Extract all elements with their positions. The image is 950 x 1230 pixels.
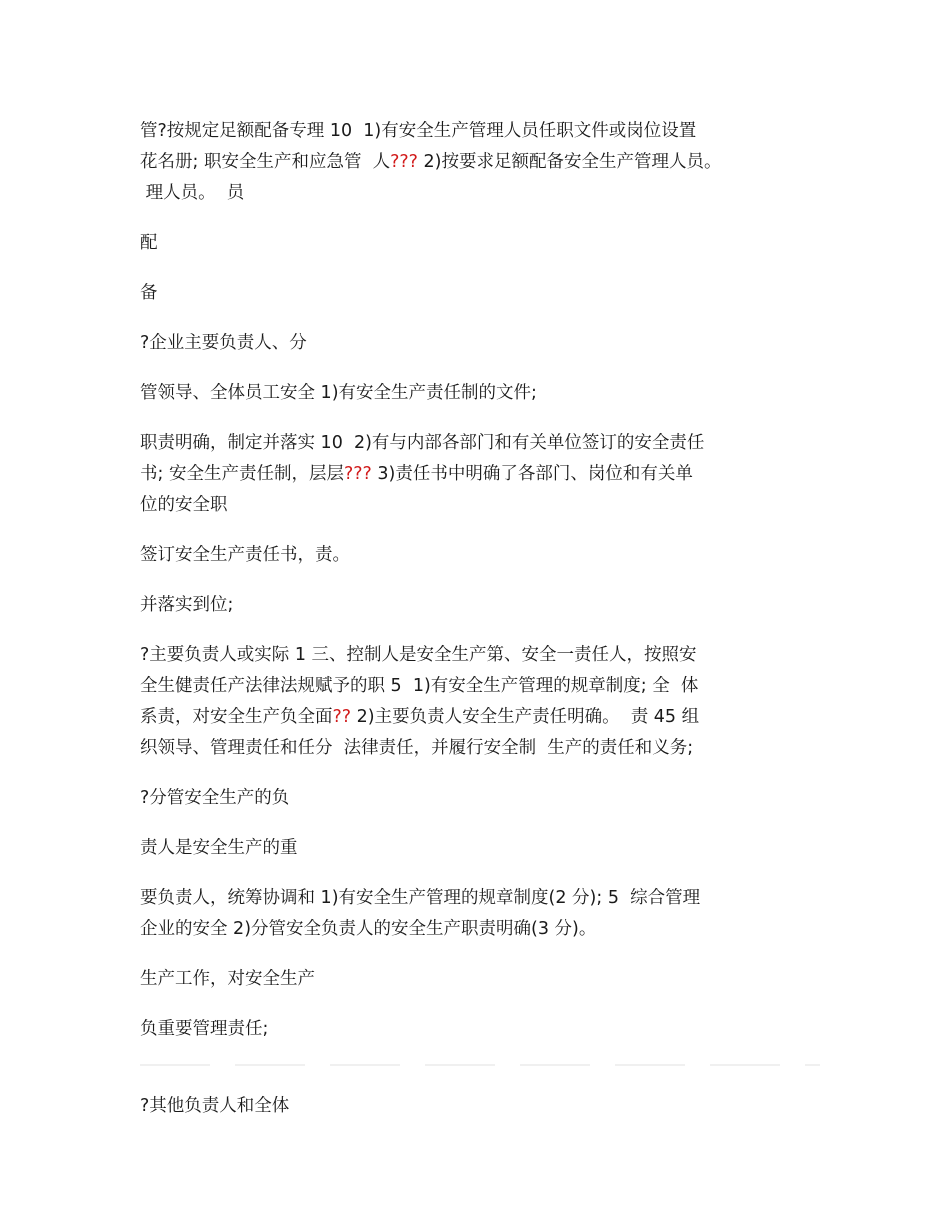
unknown-glyph-marker: ?? xyxy=(332,707,352,727)
text-line xyxy=(140,278,820,309)
text-paragraph xyxy=(140,116,820,209)
text-line xyxy=(140,783,820,814)
text-paragraph xyxy=(140,590,820,621)
text-line xyxy=(140,490,820,521)
text-paragraph xyxy=(140,833,820,864)
faint-divider xyxy=(140,1064,820,1066)
text-line xyxy=(140,1091,820,1122)
text-line xyxy=(140,671,820,702)
text-line xyxy=(140,733,820,764)
text-run: 系责，对安全生产负全面 xyxy=(140,707,333,727)
text-run: 职责明确，制定并落实 10 2)有与内部各部门和有关单位签订的安全责任 xyxy=(140,433,705,453)
text-line xyxy=(140,428,820,459)
text-line xyxy=(140,1014,820,1045)
text-run: 2)主要负责人安全生产责任明确。 责 45 组 xyxy=(351,707,700,727)
text-line xyxy=(140,540,820,571)
text-run: 签订安全生产责任书，责。 xyxy=(140,545,350,565)
text-paragraph xyxy=(140,964,820,995)
text-line xyxy=(140,590,820,621)
text-paragraph xyxy=(140,378,820,409)
text-paragraph xyxy=(140,228,820,259)
text-line xyxy=(140,914,820,945)
text-run: ?分管安全生产的负 xyxy=(140,788,290,808)
document-page xyxy=(140,116,820,1141)
text-run: 并落实到位; xyxy=(140,595,234,615)
text-run: 2)按要求足额配备安全生产管理人员。 xyxy=(417,152,722,172)
text-run: 管?按规定足额配备专理 10 1)有安全生产管理人员任职文件或岗位设置 xyxy=(140,121,697,141)
unknown-glyph-marker: ??? xyxy=(343,464,372,484)
text-paragraph xyxy=(140,428,820,521)
text-run: ?主要负责人或实际 1 三、控制人是安全生产第、安全一责任人，按照安 xyxy=(140,645,697,665)
text-run: 负重要管理责任; xyxy=(140,1019,269,1039)
text-line xyxy=(140,640,820,671)
text-run: 管领导、全体员工安全 1)有安全生产责任制的文件; xyxy=(140,383,537,403)
text-line xyxy=(140,116,820,147)
text-line xyxy=(140,702,820,733)
text-line xyxy=(140,378,820,409)
text-paragraph xyxy=(140,540,820,571)
text-line xyxy=(140,147,820,178)
text-line xyxy=(140,228,820,259)
text-paragraph xyxy=(140,1091,820,1122)
text-run: 责人是安全生产的重 xyxy=(140,838,298,858)
text-run: 织领导、管理责任和任分 法律责任，并履行安全制 生产的责任和义务; xyxy=(140,738,694,758)
text-run: 理人员。 员 xyxy=(140,183,245,203)
text-line xyxy=(140,178,820,209)
text-line xyxy=(140,459,820,490)
text-run: 花名册; 职安全生产和应急管 人 xyxy=(140,152,391,172)
text-run: ?其他负责人和全体 xyxy=(140,1096,290,1116)
text-run: 3)责任书中明确了各部门、岗位和有关单 xyxy=(371,464,693,484)
text-run: 要负责人，统筹协调和 1)有安全生产管理的规章制度(2 分); 5 综合管理 xyxy=(140,888,701,908)
text-line xyxy=(140,833,820,864)
text-paragraph xyxy=(140,328,820,359)
text-run: 企业的安全 2)分管安全负责人的安全生产职责明确(3 分)。 xyxy=(140,919,597,939)
text-run: ?企业主要负责人、分 xyxy=(140,333,307,353)
text-run: 全生健责任产法律法规赋予的职 5 1)有安全生产管理的规章制度; 全 体 xyxy=(140,676,699,696)
text-paragraph xyxy=(140,783,820,814)
text-paragraph xyxy=(140,883,820,945)
unknown-glyph-marker: ??? xyxy=(390,152,418,172)
text-paragraph xyxy=(140,1014,820,1045)
text-run: 备 xyxy=(140,283,158,303)
text-run: 位的安全职 xyxy=(140,495,228,515)
text-run: 生产工作，对安全生产 xyxy=(140,969,315,989)
text-line xyxy=(140,964,820,995)
text-line xyxy=(140,328,820,359)
text-line xyxy=(140,883,820,914)
text-paragraph xyxy=(140,640,820,764)
text-paragraph xyxy=(140,278,820,309)
text-run: 书; 安全生产责任制，层层 xyxy=(140,464,344,484)
text-run: 配 xyxy=(140,233,158,253)
